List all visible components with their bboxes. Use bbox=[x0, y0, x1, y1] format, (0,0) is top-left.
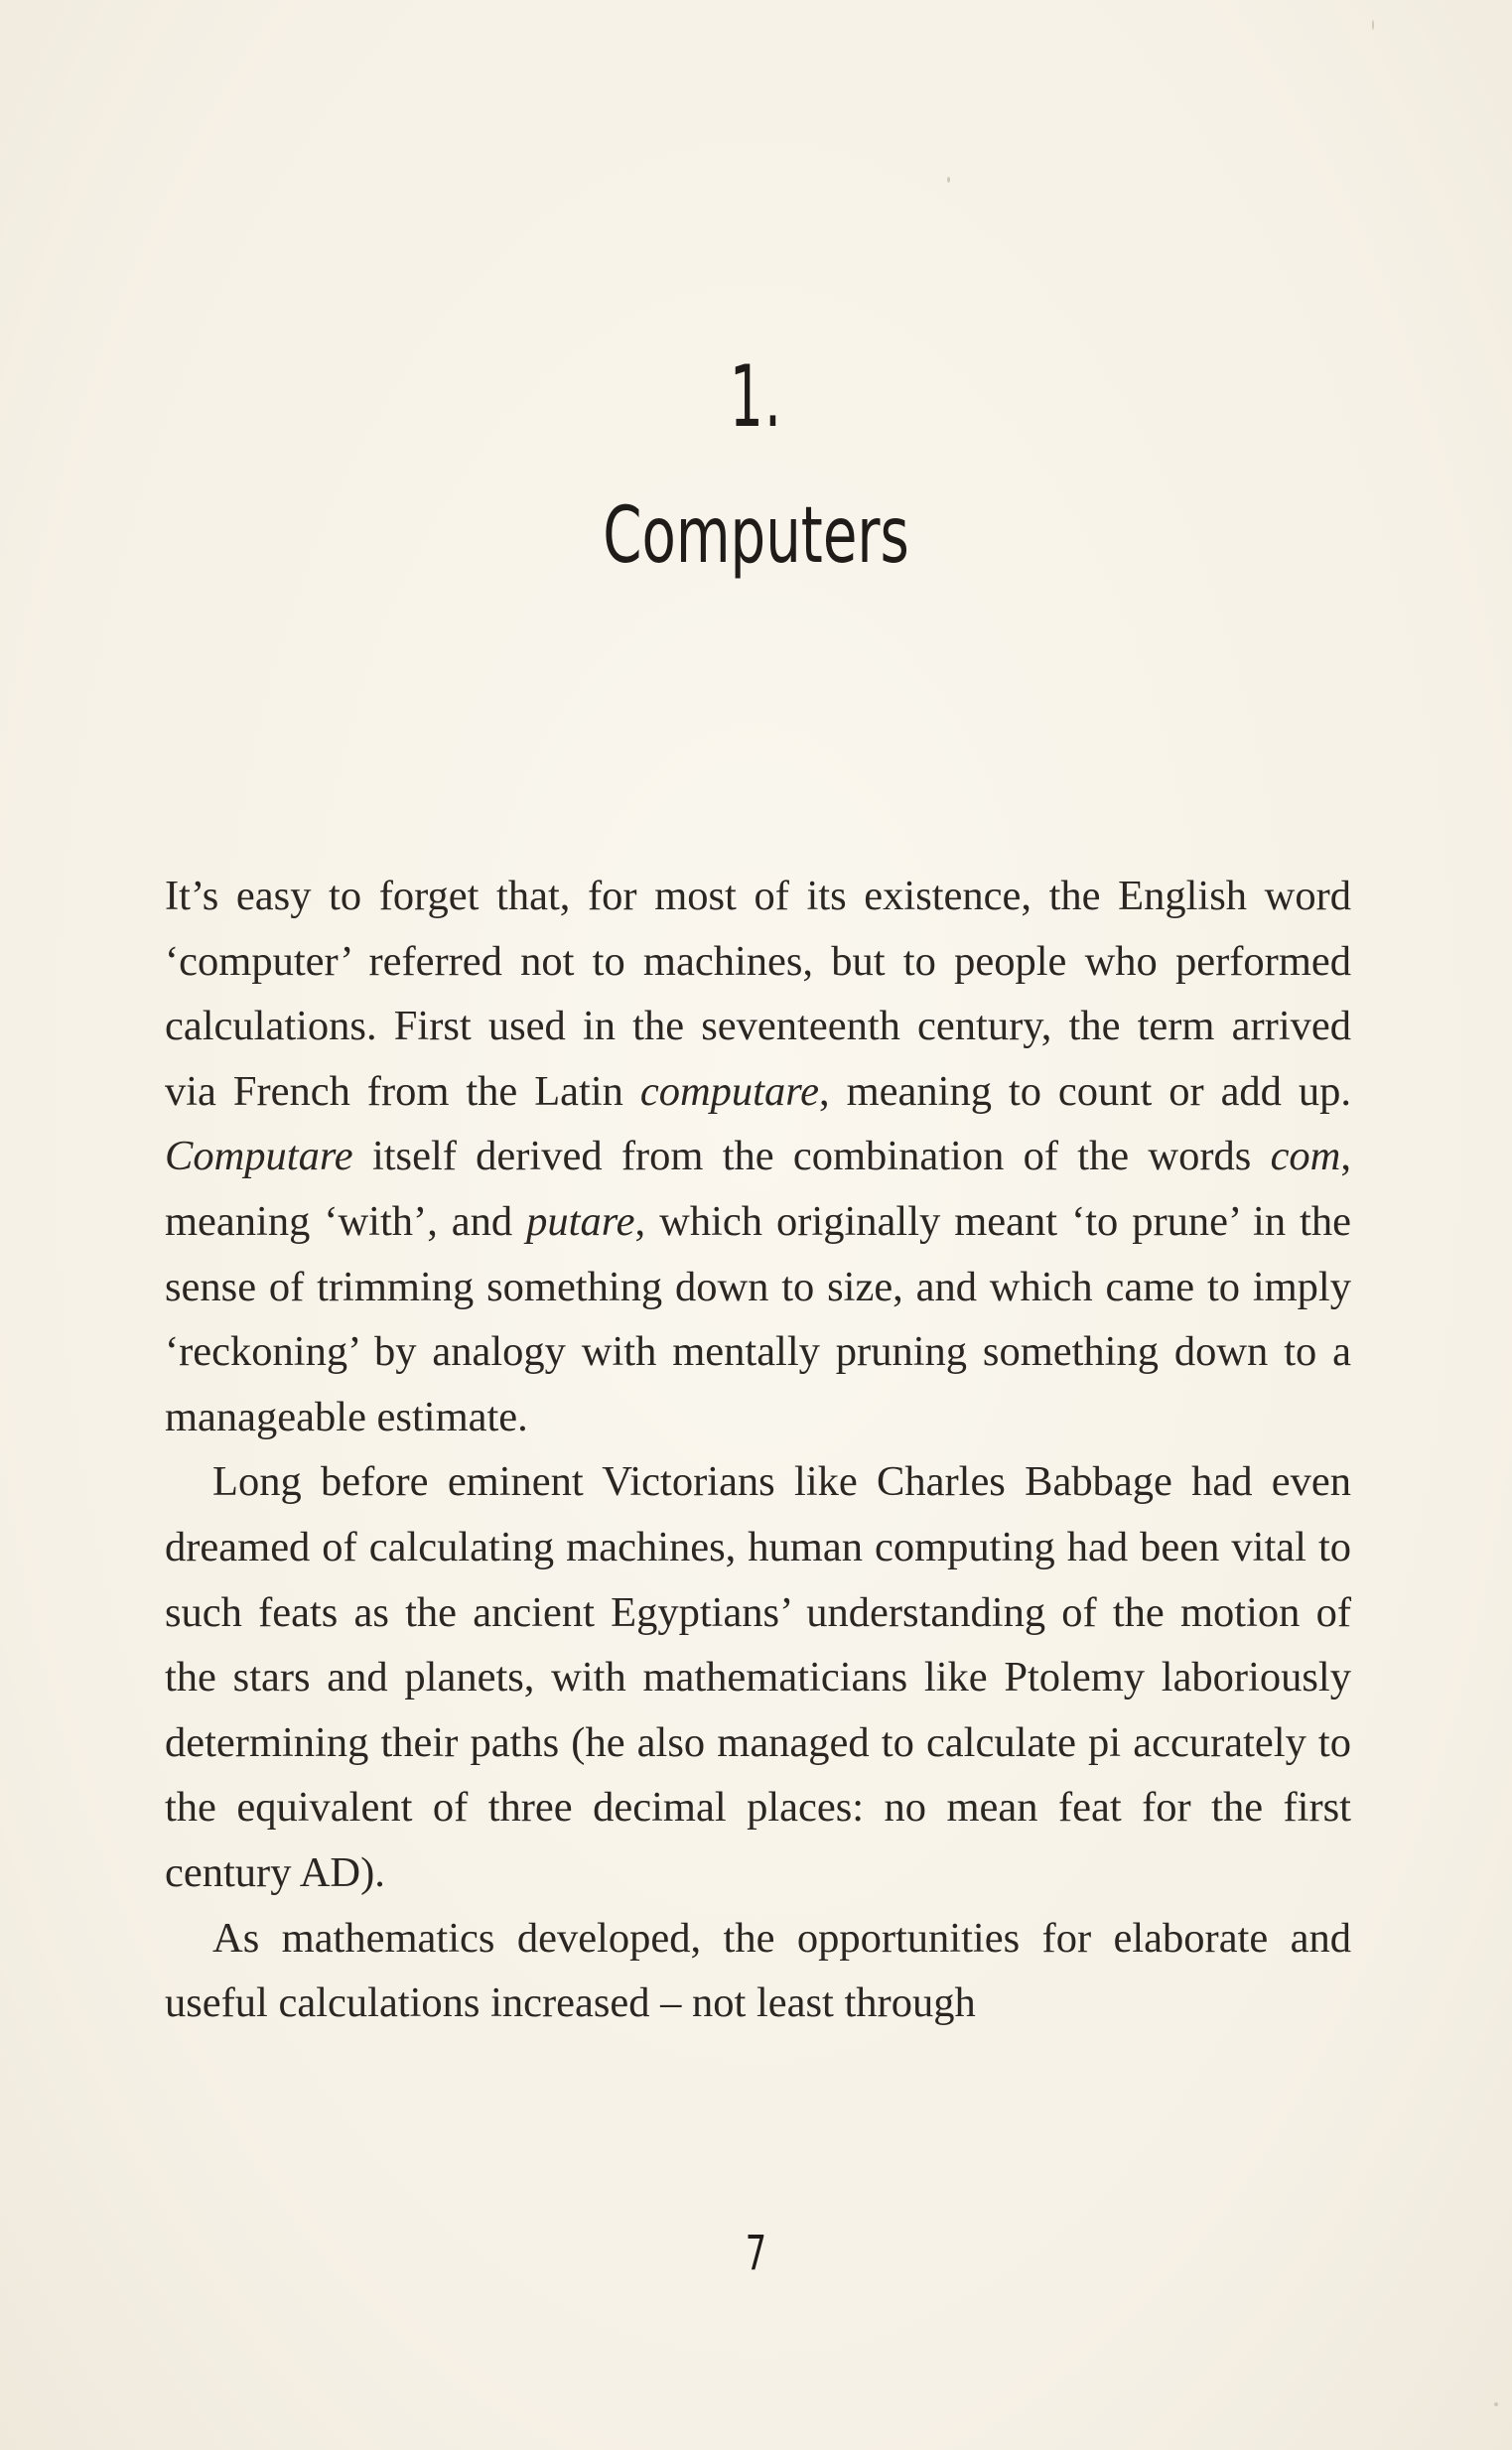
chapter-title: Computers bbox=[603, 491, 909, 581]
paper-speck bbox=[947, 177, 950, 183]
paragraph-1 bbox=[165, 864, 1351, 1449]
page-number: 7 bbox=[745, 2226, 767, 2281]
paper-speck bbox=[1372, 20, 1374, 30]
text-segment: As mathematics developed, the opportunities for elaborate and useful calculations increased – not least through bbox=[165, 1914, 1351, 2027]
body-text bbox=[165, 864, 1351, 2036]
text-segment: , meaning to count or add up. bbox=[819, 1067, 1351, 1115]
paragraph-2 bbox=[165, 1449, 1351, 1905]
text-segment: itself derived from the combination of the words bbox=[352, 1133, 1271, 1180]
text-segment: , which originally meant ‘to prune’ in the sense of trimming something down to size, and which came to imply ‘reckoning’ by analogy with mentally pruning something down to a manageable estimate. bbox=[165, 1197, 1351, 1440]
chapter-number: 1. bbox=[729, 347, 783, 447]
italic-term-computare: computare bbox=[639, 1067, 820, 1115]
text-segment: Long before eminent Victorians like Charles Babbage had even dreamed of calculating machines, human computing had been vital to such feats as the ancient Egyptians’ understanding of the motion of the stars and planets, with mathematicians like Ptolemy laboriously determining their paths (he also managed to calculate pi accurately to the equivalent of three decimal places: no mean feat for the first century AD). bbox=[165, 1458, 1351, 1896]
paper-speck bbox=[1494, 2402, 1498, 2406]
paragraph-3 bbox=[165, 1906, 1351, 2036]
text-segment: It’s easy to forget that, for most of its existence, the English word ‘computer’ referred not to machines, but to people who performed calculations. First used in the seventeenth century, the term arrived via French from the Latin bbox=[165, 873, 1351, 1115]
italic-term-com: com bbox=[1270, 1133, 1341, 1180]
text-segment: , meaning ‘with’, and bbox=[165, 1133, 1351, 1245]
italic-term-putare: putare bbox=[526, 1197, 635, 1245]
italic-term-computare-2: Computare bbox=[165, 1133, 353, 1180]
